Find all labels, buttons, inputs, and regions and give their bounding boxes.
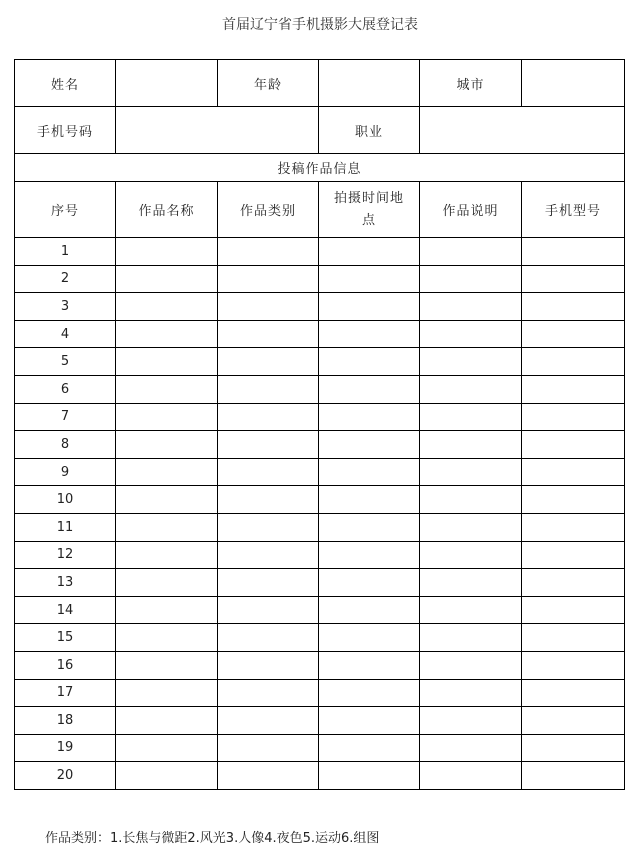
- cell-phone-model[interactable]: [522, 320, 625, 348]
- name-field[interactable]: [116, 60, 218, 107]
- cell-phone-model[interactable]: [522, 679, 625, 707]
- cell-category[interactable]: [218, 762, 319, 790]
- cell-work-name[interactable]: [116, 596, 218, 624]
- cell-time-place[interactable]: [319, 375, 420, 403]
- cell-category[interactable]: [218, 458, 319, 486]
- cell-description[interactable]: [420, 651, 522, 679]
- cell-phone-model[interactable]: [522, 707, 625, 735]
- table-row: [15, 651, 625, 679]
- col-header-category: 作品类别: [218, 182, 319, 238]
- cell-phone-model[interactable]: [522, 293, 625, 321]
- cell-work-name[interactable]: [116, 403, 218, 431]
- col-header-phone-model: 手机型号: [522, 182, 625, 238]
- section-row: [15, 154, 625, 182]
- cell-category[interactable]: [218, 320, 319, 348]
- cell-phone-model[interactable]: [522, 486, 625, 514]
- row-index: 19: [15, 734, 116, 762]
- cell-time-place[interactable]: [319, 679, 420, 707]
- cell-work-name[interactable]: [116, 707, 218, 735]
- row-index: 8: [15, 431, 116, 459]
- row-index: 12: [15, 541, 116, 569]
- name-label: 姓名: [15, 60, 116, 107]
- cell-phone-model[interactable]: [522, 375, 625, 403]
- cell-work-name[interactable]: [116, 541, 218, 569]
- age-label: 年龄: [218, 60, 319, 107]
- table-row: [15, 320, 625, 348]
- cell-work-name[interactable]: [116, 293, 218, 321]
- cell-phone-model[interactable]: [522, 596, 625, 624]
- cell-time-place[interactable]: [319, 486, 420, 514]
- column-header-row: [15, 182, 625, 238]
- cell-category[interactable]: [218, 734, 319, 762]
- cell-description[interactable]: [420, 348, 522, 376]
- cell-work-name[interactable]: [116, 431, 218, 459]
- cell-description[interactable]: [420, 679, 522, 707]
- cell-phone-model[interactable]: [522, 458, 625, 486]
- table-row: [15, 431, 625, 459]
- cell-time-place[interactable]: [319, 596, 420, 624]
- col-header-work-name: 作品名称: [116, 182, 218, 238]
- phone-field[interactable]: [116, 107, 319, 154]
- cell-work-name[interactable]: [116, 320, 218, 348]
- cell-work-name[interactable]: [116, 458, 218, 486]
- cell-time-place[interactable]: [319, 403, 420, 431]
- cell-description[interactable]: [420, 569, 522, 597]
- cell-category[interactable]: [218, 293, 319, 321]
- cell-phone-model[interactable]: [522, 431, 625, 459]
- row-index: 18: [15, 707, 116, 735]
- cell-category[interactable]: [218, 375, 319, 403]
- cell-category[interactable]: [218, 624, 319, 652]
- table-row: [15, 762, 625, 790]
- job-label: 职业: [319, 107, 420, 154]
- cell-work-name[interactable]: [116, 486, 218, 514]
- row-index: 13: [15, 569, 116, 597]
- table-row: [15, 348, 625, 376]
- col-header-index: 序号: [15, 182, 116, 238]
- row-index: 5: [15, 348, 116, 376]
- category-note: 作品类别：1.长焦与微距2.风光3.人像4.夜色5.运动6.组图: [45, 831, 380, 846]
- cell-time-place[interactable]: [319, 293, 420, 321]
- cell-work-name[interactable]: [116, 513, 218, 541]
- row-index: 16: [15, 651, 116, 679]
- cell-description[interactable]: [420, 541, 522, 569]
- cell-description[interactable]: [420, 320, 522, 348]
- cell-category[interactable]: [218, 596, 319, 624]
- cell-time-place[interactable]: [319, 320, 420, 348]
- table-row: [15, 375, 625, 403]
- cell-description[interactable]: [420, 486, 522, 514]
- cell-description[interactable]: [420, 513, 522, 541]
- cell-phone-model[interactable]: [522, 734, 625, 762]
- cell-work-name[interactable]: [116, 348, 218, 376]
- table-row: [15, 679, 625, 707]
- table-row: [15, 596, 625, 624]
- cell-category[interactable]: [218, 679, 319, 707]
- cell-work-name[interactable]: [116, 265, 218, 293]
- row-index: 9: [15, 458, 116, 486]
- col-header-description: 作品说明: [420, 182, 522, 238]
- cell-time-place[interactable]: [319, 569, 420, 597]
- cell-time-place[interactable]: [319, 707, 420, 735]
- cell-time-place[interactable]: [319, 651, 420, 679]
- row-index: 1: [15, 238, 116, 266]
- cell-category[interactable]: [218, 238, 319, 266]
- cell-time-place[interactable]: [319, 734, 420, 762]
- row-index: 11: [15, 513, 116, 541]
- city-field[interactable]: [522, 60, 625, 107]
- row-index: 3: [15, 293, 116, 321]
- row-index: 14: [15, 596, 116, 624]
- cell-phone-model[interactable]: [522, 541, 625, 569]
- cell-phone-model[interactable]: [522, 569, 625, 597]
- registration-table: [14, 59, 625, 790]
- row-index: 17: [15, 679, 116, 707]
- cell-time-place[interactable]: [319, 624, 420, 652]
- cell-phone-model[interactable]: [522, 265, 625, 293]
- cell-description[interactable]: [420, 375, 522, 403]
- cell-phone-model[interactable]: [522, 403, 625, 431]
- cell-category[interactable]: [218, 541, 319, 569]
- table-row: [15, 541, 625, 569]
- cell-work-name[interactable]: [116, 651, 218, 679]
- age-field[interactable]: [319, 60, 420, 107]
- table-row: [15, 569, 625, 597]
- cell-category[interactable]: [218, 265, 319, 293]
- cell-category[interactable]: [218, 651, 319, 679]
- cell-description[interactable]: [420, 624, 522, 652]
- table-row: [15, 458, 625, 486]
- cell-category[interactable]: [218, 403, 319, 431]
- row-index: 7: [15, 403, 116, 431]
- table-row: [15, 707, 625, 735]
- cell-description[interactable]: [420, 265, 522, 293]
- section-title: 投稿作品信息: [15, 154, 625, 182]
- personal-row-2: [15, 107, 625, 154]
- table-row: [15, 265, 625, 293]
- cell-time-place[interactable]: [319, 513, 420, 541]
- cell-category[interactable]: [218, 486, 319, 514]
- cell-category[interactable]: [218, 348, 319, 376]
- cell-phone-model[interactable]: [522, 513, 625, 541]
- cell-phone-model[interactable]: [522, 651, 625, 679]
- job-field[interactable]: [420, 107, 625, 154]
- cell-time-place[interactable]: [319, 762, 420, 790]
- personal-row-1: [15, 60, 625, 107]
- cell-work-name[interactable]: [116, 375, 218, 403]
- cell-time-place[interactable]: [319, 348, 420, 376]
- table-row: [15, 486, 625, 514]
- row-index: 15: [15, 624, 116, 652]
- table-row: [15, 624, 625, 652]
- cell-category[interactable]: [218, 569, 319, 597]
- cell-phone-model[interactable]: [522, 348, 625, 376]
- cell-phone-model[interactable]: [522, 624, 625, 652]
- cell-description[interactable]: [420, 403, 522, 431]
- row-index: 10: [15, 486, 116, 514]
- cell-work-name[interactable]: [116, 734, 218, 762]
- cell-time-place[interactable]: [319, 431, 420, 459]
- cell-time-place[interactable]: [319, 458, 420, 486]
- row-index: 20: [15, 762, 116, 790]
- table-row: [15, 293, 625, 321]
- cell-category[interactable]: [218, 707, 319, 735]
- cell-work-name[interactable]: [116, 569, 218, 597]
- cell-description[interactable]: [420, 762, 522, 790]
- cell-category[interactable]: [218, 513, 319, 541]
- table-row: [15, 734, 625, 762]
- cell-description[interactable]: [420, 734, 522, 762]
- cell-description[interactable]: [420, 458, 522, 486]
- cell-description[interactable]: [420, 293, 522, 321]
- cell-time-place[interactable]: [319, 265, 420, 293]
- cell-description[interactable]: [420, 431, 522, 459]
- cell-work-name[interactable]: [116, 679, 218, 707]
- cell-description[interactable]: [420, 707, 522, 735]
- row-index: 6: [15, 375, 116, 403]
- table-row: [15, 403, 625, 431]
- cell-time-place[interactable]: [319, 541, 420, 569]
- row-index: 4: [15, 320, 116, 348]
- phone-label: 手机号码: [15, 107, 116, 154]
- cell-work-name[interactable]: [116, 762, 218, 790]
- cell-description[interactable]: [420, 238, 522, 266]
- cell-description[interactable]: [420, 596, 522, 624]
- cell-work-name[interactable]: [116, 624, 218, 652]
- table-row: [15, 238, 625, 266]
- table-row: [15, 513, 625, 541]
- city-label: 城市: [420, 60, 522, 107]
- cell-work-name[interactable]: [116, 238, 218, 266]
- form-title: 首届辽宁省手机摄影大展登记表: [222, 17, 418, 33]
- col-header-time-place: 拍摄时间地点: [319, 182, 420, 238]
- cell-phone-model[interactable]: [522, 238, 625, 266]
- row-index: 2: [15, 265, 116, 293]
- cell-time-place[interactable]: [319, 238, 420, 266]
- cell-category[interactable]: [218, 431, 319, 459]
- cell-phone-model[interactable]: [522, 762, 625, 790]
